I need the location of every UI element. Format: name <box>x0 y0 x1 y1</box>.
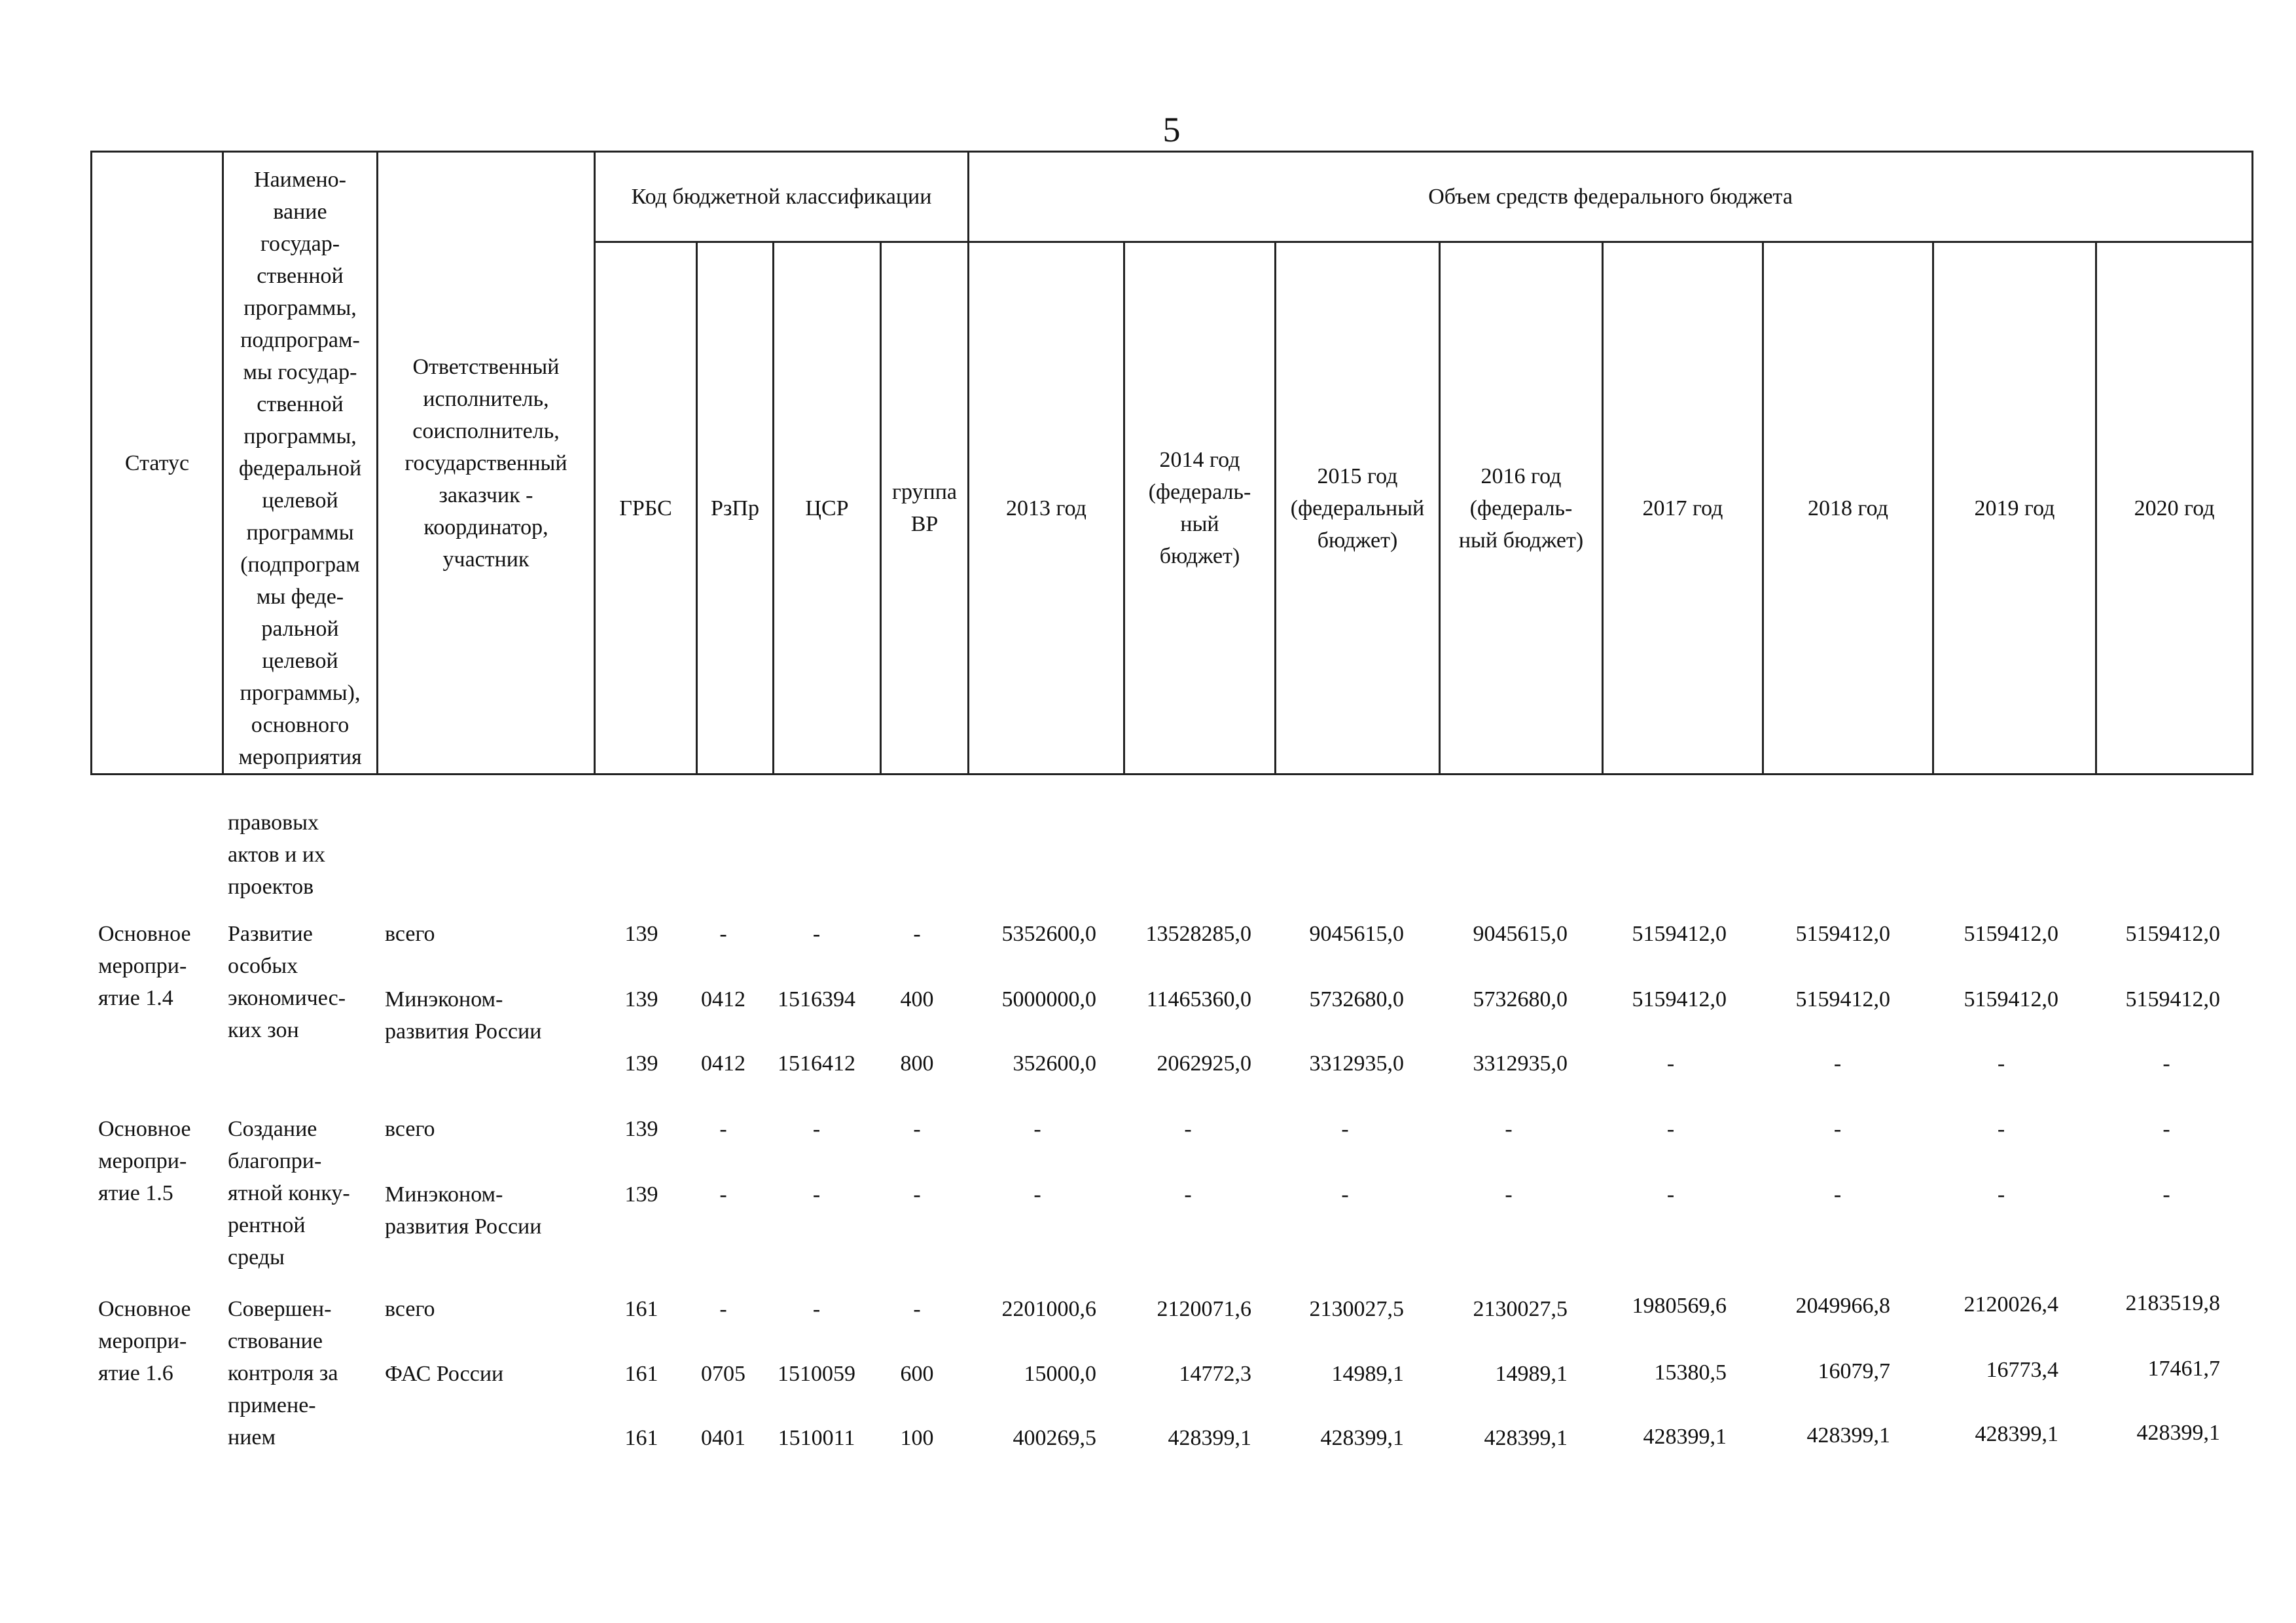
cell-value-2019: - <box>1997 1182 2005 1207</box>
cell-value-2015: - <box>1341 1182 1349 1207</box>
cell-csr: - <box>812 1297 821 1321</box>
cell-grbs: 161 <box>624 1362 658 1386</box>
cell-value-2019: 16773,4 <box>1986 1358 2058 1382</box>
cell-rzpr: 0412 <box>701 1051 745 1076</box>
cell-vr: - <box>913 1117 921 1141</box>
cell-vr: - <box>913 1297 921 1321</box>
cell-value-2019: 5159412,0 <box>1964 987 2058 1012</box>
cell-vr: 800 <box>900 1051 934 1076</box>
cell-csr: 1510011 <box>778 1426 855 1450</box>
cell-value-2018: - <box>1833 1117 1842 1141</box>
cell-value-2016: - <box>1505 1117 1513 1141</box>
cell-value-2018: 5159412,0 <box>1795 922 1890 946</box>
cell-value-2019: - <box>1997 1117 2005 1141</box>
cell-value-2016: 3312935,0 <box>1473 1051 1568 1076</box>
cell-value-2013: 2201000,6 <box>1001 1297 1096 1321</box>
cell-value-2013: 5352600,0 <box>1001 922 1096 946</box>
row-responsible: ФАС России <box>385 1362 504 1386</box>
row-responsible: всего <box>385 922 435 946</box>
cell-value-2014: 13528285,0 <box>1145 922 1251 946</box>
cell-grbs: 139 <box>624 922 658 946</box>
cell-value-2015: 428399,1 <box>1320 1426 1404 1450</box>
cell-value-2014: 14772,3 <box>1179 1362 1251 1386</box>
cell-value-2014: - <box>1184 1182 1192 1207</box>
cell-value-2017: 5159412,0 <box>1632 922 1727 946</box>
cell-grbs: 139 <box>624 987 658 1012</box>
cell-value-2017: - <box>1666 1117 1675 1141</box>
cell-value-2020: - <box>2162 1182 2170 1207</box>
cell-grbs: 139 <box>624 1117 658 1141</box>
cell-value-2020: - <box>2162 1051 2170 1076</box>
cell-value-2016: - <box>1505 1182 1513 1207</box>
header-program-name: Наимено- вание государ- ственной программы, подпрограм- мы государ- ственной программы, федеральной целевой программы (подпрограм мы феде- ральной целевой программы), основного мероприятия <box>223 152 378 775</box>
cell-rzpr: - <box>719 1297 727 1321</box>
cell-value-2015: 9045615,0 <box>1309 922 1404 946</box>
cell-csr: - <box>812 922 821 946</box>
header-year-2013: 2013 год <box>969 242 1124 775</box>
group-name: Совершен- ствование контроля за примене- нием <box>228 1297 338 1450</box>
cell-csr: - <box>812 1117 821 1141</box>
cell-value-2018: 428399,1 <box>1806 1423 1890 1448</box>
cell-value-2014: - <box>1184 1117 1192 1141</box>
cell-value-2016: 14989,1 <box>1495 1362 1568 1386</box>
cell-value-2015: 2130027,5 <box>1309 1297 1404 1321</box>
cell-vr: 400 <box>900 987 934 1012</box>
row-responsible: Минэконом- развития России <box>385 1182 542 1239</box>
cell-rzpr: - <box>719 922 727 946</box>
cell-value-2020: - <box>2162 1117 2170 1141</box>
header-rzpr: РзПр <box>697 242 774 775</box>
cell-value-2018: 2049966,8 <box>1795 1294 1890 1318</box>
continuation-text: правовых актов и их проектов <box>228 811 326 899</box>
cell-value-2017: 428399,1 <box>1643 1425 1727 1449</box>
header-responsible: Ответственный исполнитель, соисполнитель, государственный заказчик - координатор, участник <box>378 152 595 775</box>
cell-value-2017: 5159412,0 <box>1632 987 1727 1012</box>
row-responsible: всего <box>385 1297 435 1321</box>
cell-value-2018: - <box>1833 1051 1842 1076</box>
cell-value-2014: 11465360,0 <box>1146 987 1251 1012</box>
cell-vr: 600 <box>900 1362 934 1386</box>
cell-value-2018: 16079,7 <box>1818 1359 1890 1383</box>
cell-csr: 1516412 <box>778 1051 855 1076</box>
cell-value-2013: 400269,5 <box>1013 1426 1096 1450</box>
header-year-2016: 2016 год (федераль- ный бюджет) <box>1440 242 1603 775</box>
group-status: Основное меропри- ятие 1.4 <box>98 922 191 1010</box>
cell-vr: - <box>913 1182 921 1207</box>
cell-value-2015: 3312935,0 <box>1309 1051 1404 1076</box>
group-status: Основное меропри- ятие 1.6 <box>98 1297 191 1385</box>
cell-value-2016: 428399,1 <box>1484 1426 1568 1450</box>
cell-value-2020: 428399,1 <box>2136 1421 2220 1445</box>
cell-value-2015: 14989,1 <box>1331 1362 1404 1386</box>
cell-rzpr: - <box>719 1182 727 1207</box>
cell-value-2020: 17461,7 <box>2147 1357 2220 1381</box>
cell-value-2013: 15000,0 <box>1024 1362 1096 1386</box>
header-budget-code: Код бюджетной классификации <box>595 152 969 242</box>
cell-value-2019: 428399,1 <box>1975 1422 2058 1446</box>
row-responsible: всего <box>385 1117 435 1141</box>
row-responsible: Минэконом- развития России <box>385 987 542 1044</box>
cell-rzpr: 0412 <box>701 987 745 1012</box>
cell-csr: - <box>812 1182 821 1207</box>
cell-value-2020: 5159412,0 <box>2125 987 2220 1012</box>
cell-csr: 1516394 <box>778 987 855 1012</box>
header-year-2017: 2017 год <box>1603 242 1763 775</box>
cell-rzpr: - <box>719 1117 727 1141</box>
cell-grbs: 139 <box>624 1051 658 1076</box>
cell-grbs: 139 <box>624 1182 658 1207</box>
header-federal-volume: Объем средств федерального бюджета <box>969 152 2253 242</box>
header-status: Статус <box>92 152 223 775</box>
header-year-2019: 2019 год <box>1933 242 2096 775</box>
cell-value-2015: - <box>1341 1117 1349 1141</box>
header-vr: группа ВР <box>881 242 969 775</box>
header-year-2014: 2014 год (федераль- ный бюджет) <box>1124 242 1276 775</box>
header-year-2015: 2015 год (федеральный бюджет) <box>1276 242 1440 775</box>
cell-value-2019: 2120026,4 <box>1964 1292 2058 1317</box>
cell-value-2017: 1980569,6 <box>1632 1294 1727 1318</box>
cell-value-2017: 15380,5 <box>1654 1360 1727 1385</box>
cell-value-2020: 5159412,0 <box>2125 922 2220 946</box>
cell-value-2018: 5159412,0 <box>1795 987 1890 1012</box>
cell-vr: - <box>913 922 921 946</box>
cell-value-2014: 428399,1 <box>1168 1426 1251 1450</box>
cell-rzpr: 0705 <box>701 1362 745 1386</box>
cell-value-2013: - <box>1033 1117 1041 1141</box>
cell-value-2016: 2130027,5 <box>1473 1297 1568 1321</box>
cell-value-2019: - <box>1997 1051 2005 1076</box>
cell-value-2016: 5732680,0 <box>1473 987 1568 1012</box>
cell-value-2017: - <box>1666 1182 1675 1207</box>
cell-vr: 100 <box>900 1426 934 1450</box>
cell-grbs: 161 <box>624 1426 658 1450</box>
cell-value-2013: 5000000,0 <box>1001 987 1096 1012</box>
cell-value-2013: - <box>1033 1182 1041 1207</box>
group-status: Основное меропри- ятие 1.5 <box>98 1117 191 1205</box>
page-number: 5 <box>1162 110 1181 149</box>
cell-value-2014: 2120071,6 <box>1157 1297 1251 1321</box>
group-name: Создание благопри- ятной конку- рентной среды <box>228 1117 350 1269</box>
header-csr: ЦСР <box>774 242 881 775</box>
cell-value-2014: 2062925,0 <box>1157 1051 1251 1076</box>
cell-csr: 1510059 <box>778 1362 855 1386</box>
cell-value-2017: - <box>1666 1051 1675 1076</box>
header-year-2020: 2020 год <box>2096 242 2253 775</box>
cell-value-2015: 5732680,0 <box>1309 987 1404 1012</box>
cell-rzpr: 0401 <box>701 1426 745 1450</box>
cell-value-2018: - <box>1833 1182 1842 1207</box>
cell-value-2016: 9045615,0 <box>1473 922 1568 946</box>
cell-grbs: 161 <box>624 1297 658 1321</box>
cell-value-2020: 2183519,8 <box>2125 1291 2220 1315</box>
cell-value-2019: 5159412,0 <box>1964 922 2058 946</box>
group-name: Развитие особых экономичес- ких зон <box>228 922 346 1042</box>
header-grbs: ГРБС <box>595 242 697 775</box>
cell-value-2013: 352600,0 <box>1013 1051 1096 1076</box>
header-year-2018: 2018 год <box>1763 242 1933 775</box>
